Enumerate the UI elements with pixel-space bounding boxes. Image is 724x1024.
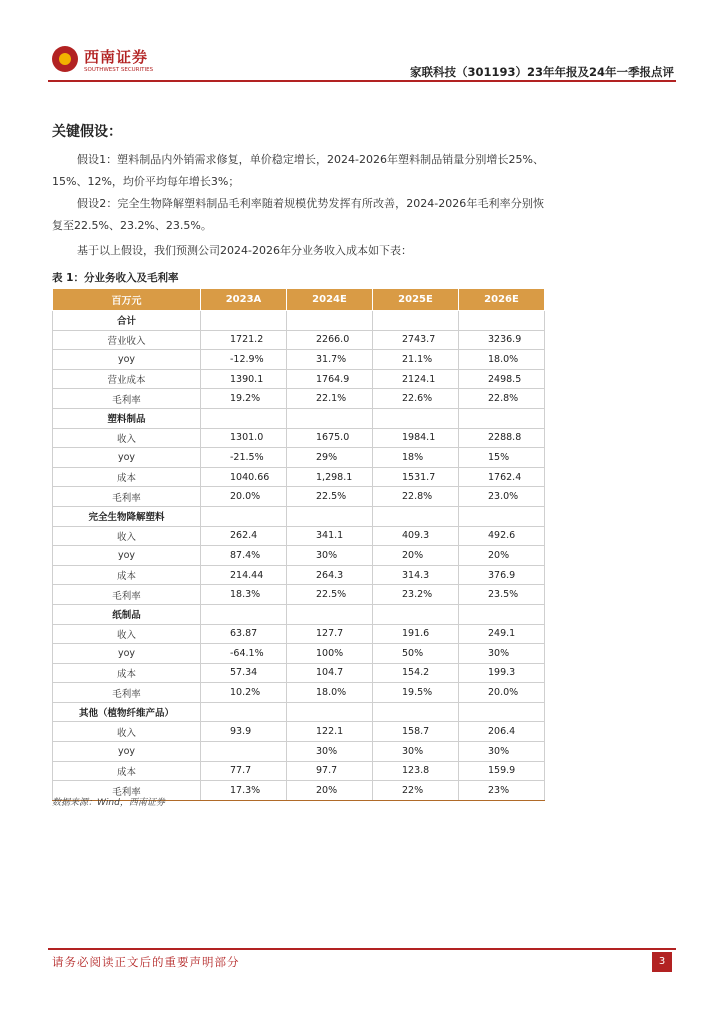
table-cell (201, 311, 287, 331)
table-cell: 2288.8 (459, 428, 545, 448)
table-cell: 2743.7 (373, 330, 459, 350)
table-row (53, 467, 545, 487)
table-row (53, 526, 545, 546)
table-cell: 23.2% (373, 585, 459, 605)
table-cell (287, 408, 373, 428)
table-cell: 2124.1 (373, 369, 459, 389)
table-cell: 18.0% (287, 683, 373, 703)
row-label: 收入 (53, 722, 201, 742)
table-cell: 122.1 (287, 722, 373, 742)
table-cell (459, 311, 545, 331)
table-cell: 23.5% (459, 585, 545, 605)
table-cell: 1301.0 (201, 428, 287, 448)
table-cell (201, 702, 287, 722)
row-label: 营业收入 (53, 330, 201, 350)
table-cell: 1531.7 (373, 467, 459, 487)
table-row (53, 487, 545, 507)
row-label: yoy (53, 448, 201, 468)
table-group-row (53, 311, 545, 331)
table-cell: 2266.0 (287, 330, 373, 350)
row-label: 收入 (53, 428, 201, 448)
table-cell: 104.7 (287, 663, 373, 683)
table-row (53, 742, 545, 762)
row-label: 成本 (53, 565, 201, 585)
table-cell: 22% (373, 781, 459, 801)
table-cell (201, 408, 287, 428)
table-cell: 22.5% (287, 585, 373, 605)
table-cell: 29% (287, 448, 373, 468)
table-cell: 1390.1 (201, 369, 287, 389)
table-cell: 262.4 (201, 526, 287, 546)
footer-divider (48, 948, 676, 950)
table-cell: 22.5% (287, 487, 373, 507)
table-cell: 19.2% (201, 389, 287, 409)
table-cell: 22.8% (373, 487, 459, 507)
row-label: 收入 (53, 624, 201, 644)
table-cell: 199.3 (459, 663, 545, 683)
table-cell: 20% (287, 781, 373, 801)
table-cell: 57.34 (201, 663, 287, 683)
table-cell: 10.2% (201, 683, 287, 703)
table-row (53, 428, 545, 448)
table-caption: 表 1：分业务收入及毛利率 (52, 272, 179, 284)
table-cell: 206.4 (459, 722, 545, 742)
table-cell: 30% (287, 742, 373, 762)
table-cell: 341.1 (287, 526, 373, 546)
table-cell: 30% (373, 742, 459, 762)
row-label: yoy (53, 644, 201, 664)
table-group-row (53, 604, 545, 624)
table-cell: 20.0% (201, 487, 287, 507)
row-label: 成本 (53, 663, 201, 683)
table-cell (459, 702, 545, 722)
table-cell: -21.5% (201, 448, 287, 468)
header-2023a: 2023A (201, 289, 287, 311)
table-cell (459, 408, 545, 428)
table-cell: 31.7% (287, 350, 373, 370)
table-cell: 18.3% (201, 585, 287, 605)
table-row (53, 369, 545, 389)
page-header (48, 38, 676, 84)
table-cell: 1984.1 (373, 428, 459, 448)
table-cell: 97.7 (287, 761, 373, 781)
group-label: 其他（植物纤维产品） (53, 702, 201, 722)
table-row (53, 624, 545, 644)
table-cell: 158.7 (373, 722, 459, 742)
table-cell: 1,298.1 (287, 467, 373, 487)
table-cell: 264.3 (287, 565, 373, 585)
row-label: yoy (53, 742, 201, 762)
logo-name-cn: 西南证券 (84, 48, 149, 66)
row-label: 毛利率 (53, 683, 201, 703)
table-row (53, 546, 545, 566)
table-cell: 20.0% (459, 683, 545, 703)
table-row (53, 565, 545, 585)
table-row (53, 389, 545, 409)
header-unit: 百万元 (53, 289, 201, 311)
table-cell: 93.9 (201, 722, 287, 742)
table-cell (373, 506, 459, 526)
table-cell: 1764.9 (287, 369, 373, 389)
row-label: yoy (53, 350, 201, 370)
assumption-1: 假设1：塑料制品内外销需求修复，单价稳定增长，2024-2026年塑料制品销量分别增长25%、15%、12%，均价平均每年增长3%； (52, 153, 544, 188)
table-cell: 18.0% (459, 350, 545, 370)
table-row (53, 722, 545, 742)
row-label: 成本 (53, 761, 201, 781)
table-cell: -64.1% (201, 644, 287, 664)
table-cell: 100% (287, 644, 373, 664)
header-2026e: 2026E (459, 289, 545, 311)
table-cell (201, 604, 287, 624)
table-cell: 249.1 (459, 624, 545, 644)
table-cell: 1721.2 (201, 330, 287, 350)
assumption-2: 假设2：完全生物降解塑料制品毛利率随着规模优势发挥有所改善，2024-2026年毛利率分别恢复至22.5%、23.2%、23.5%。 (52, 197, 544, 232)
header-2025e: 2025E (373, 289, 459, 311)
table-cell: 19.5% (373, 683, 459, 703)
revenue-cost-table (52, 288, 545, 801)
logo-icon (52, 46, 78, 72)
table-row (53, 585, 545, 605)
table-row (53, 683, 545, 703)
company-logo (52, 42, 202, 78)
table-header-row (53, 289, 545, 311)
page-number: 3 (652, 952, 672, 972)
table-cell: 22.1% (287, 389, 373, 409)
table-cell (287, 702, 373, 722)
forecast-intro: 基于以上假设，我们预测公司2024-2026年分业务收入成本如下表： (77, 244, 412, 257)
table-cell: 314.3 (373, 565, 459, 585)
group-label: 完全生物降解塑料 (53, 506, 201, 526)
table-cell: 18% (373, 448, 459, 468)
table-cell: 123.8 (373, 761, 459, 781)
table-cell (459, 604, 545, 624)
table-cell: 2498.5 (459, 369, 545, 389)
data-source: 数据来源：Wind，西南证券 (52, 798, 165, 808)
table-cell: 30% (459, 742, 545, 762)
table-cell: 1762.4 (459, 467, 545, 487)
table-cell: 191.6 (373, 624, 459, 644)
header-2024e: 2024E (287, 289, 373, 311)
table-cell: 127.7 (287, 624, 373, 644)
table-cell (287, 604, 373, 624)
table-cell: 15% (459, 448, 545, 468)
table-cell: -12.9% (201, 350, 287, 370)
table-cell (287, 311, 373, 331)
row-label: 成本 (53, 467, 201, 487)
table-row (53, 663, 545, 683)
table-cell (373, 408, 459, 428)
table-cell: 23.0% (459, 487, 545, 507)
table-cell: 214.44 (201, 565, 287, 585)
table-row (53, 644, 545, 664)
row-label: 毛利率 (53, 389, 201, 409)
table-cell (459, 506, 545, 526)
table-cell: 22.6% (373, 389, 459, 409)
table-cell: 1040.66 (201, 467, 287, 487)
row-label: yoy (53, 546, 201, 566)
group-label: 塑料制品 (53, 408, 201, 428)
table-cell: 30% (459, 644, 545, 664)
row-label: 毛利率 (53, 487, 201, 507)
table-group-row (53, 506, 545, 526)
table-cell: 159.9 (459, 761, 545, 781)
table-cell: 3236.9 (459, 330, 545, 350)
row-label: 营业成本 (53, 369, 201, 389)
table-cell: 77.7 (201, 761, 287, 781)
table-cell: 376.9 (459, 565, 545, 585)
table-cell: 409.3 (373, 526, 459, 546)
table-cell: 1675.0 (287, 428, 373, 448)
table-cell: 30% (287, 546, 373, 566)
table-cell (287, 506, 373, 526)
table-cell (373, 311, 459, 331)
group-label: 合计 (53, 311, 201, 331)
row-label: 收入 (53, 526, 201, 546)
logo-name-en: SOUTHWEST SECURITIES (84, 67, 154, 73)
table-cell: 20% (459, 546, 545, 566)
table-cell (201, 742, 287, 762)
section-title: 关键假设： (52, 124, 122, 140)
report-title: 家联科技（301193）23年年报及24年一季报点评 (409, 65, 674, 79)
table-cell: 21.1% (373, 350, 459, 370)
group-label: 纸制品 (53, 604, 201, 624)
table-group-row (53, 408, 545, 428)
header-divider (48, 80, 676, 82)
table-cell: 23% (459, 781, 545, 801)
table-row (53, 330, 545, 350)
table-row (53, 350, 545, 370)
table-cell (201, 506, 287, 526)
table-cell (373, 604, 459, 624)
table-cell: 17.3% (201, 781, 287, 801)
row-label: 毛利率 (53, 781, 201, 801)
table-row (53, 761, 545, 781)
table-cell: 22.8% (459, 389, 545, 409)
table-cell: 492.6 (459, 526, 545, 546)
table-cell: 50% (373, 644, 459, 664)
table-cell: 20% (373, 546, 459, 566)
table-group-row (53, 702, 545, 722)
table-cell: 154.2 (373, 663, 459, 683)
row-label: 毛利率 (53, 585, 201, 605)
table-cell (373, 702, 459, 722)
table-cell: 87.4% (201, 546, 287, 566)
table-cell: 63.87 (201, 624, 287, 644)
table-row (53, 448, 545, 468)
disclaimer-notice: 请务必阅读正文后的重要声明部分 (52, 955, 240, 969)
